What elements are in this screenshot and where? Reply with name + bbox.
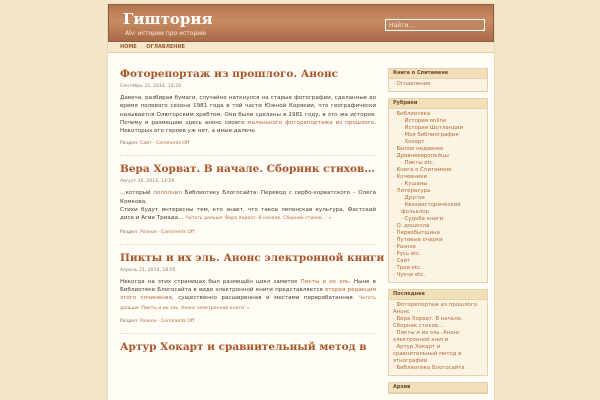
meta-separator: · bbox=[156, 318, 162, 324]
post-title[interactable]: Артур Хокарт и сравнительный метод в bbox=[120, 340, 367, 353]
page bbox=[107, 4, 495, 400]
search-input[interactable] bbox=[385, 19, 485, 31]
sidebar-widget bbox=[388, 68, 488, 92]
site-title[interactable]: Гиштория bbox=[123, 10, 213, 28]
post-title[interactable]: Фоторепортаж из прошлого. Анонс bbox=[120, 68, 339, 80]
post-category-link[interactable]: Разное bbox=[139, 229, 157, 235]
sidebar-link[interactable]: · Русь etc. bbox=[393, 251, 483, 258]
post-body bbox=[120, 278, 376, 313]
post-body bbox=[120, 94, 376, 135]
read-more-link[interactable]: Читать дальше 'Вера Хорват. В начале. Сборник стихов…' » bbox=[185, 216, 332, 222]
widget-list bbox=[389, 79, 487, 91]
sidebar-link[interactable]: · Оглавление bbox=[393, 81, 483, 88]
post-text: . Ныне в Библиотеке Блогосайта в виде электронной книги представляется bbox=[120, 278, 376, 293]
sidebar-link[interactable]: · Библиотека bbox=[393, 111, 483, 118]
sidebar-link[interactable]: · Путевые очерки bbox=[393, 237, 483, 244]
post-title[interactable]: Пикты и их эль. Анонс электронной книги bbox=[120, 251, 385, 264]
post-meta-label: Раздел: bbox=[120, 318, 140, 324]
widget-title: Книга о Спитамене bbox=[389, 69, 487, 79]
sidebar-link[interactable]: · Кочевники bbox=[393, 174, 483, 181]
post-text: , существенно расширенная и местами перерабатанная. bbox=[171, 295, 355, 302]
meta-separator: · bbox=[151, 141, 157, 147]
post-link[interactable]: маленького фоторепортажа из прошлого bbox=[247, 119, 375, 126]
post-meta-label: Раздел: bbox=[120, 229, 140, 235]
post-meta bbox=[120, 230, 376, 245]
sidebar-link[interactable]: · Пикты и их эль. Анонс электронной книги bbox=[393, 330, 483, 344]
sidebar-widget bbox=[388, 98, 488, 283]
widget-title: Последнее bbox=[389, 290, 487, 300]
widget-title: Рубрики bbox=[389, 99, 487, 109]
sidebar-link[interactable]: · Вера Хорват. В начале. Сборник стихов… bbox=[393, 316, 483, 330]
post-link[interactable]: вторая редакция этого сочинения bbox=[120, 286, 376, 302]
post bbox=[120, 68, 376, 156]
post-body bbox=[120, 189, 376, 223]
sidebar-link[interactable]: · Чукчи etc. bbox=[393, 272, 483, 279]
meta-separator: · bbox=[156, 229, 162, 235]
widget-list bbox=[389, 109, 487, 282]
widget-title: Архив bbox=[389, 383, 487, 393]
sidebar-link[interactable]: · Древнеевропейцы bbox=[393, 153, 483, 160]
main-nav bbox=[108, 42, 494, 53]
main-content bbox=[120, 68, 385, 360]
post bbox=[120, 341, 376, 353]
read-more-link[interactable]: Читать дальше 'Пикты и их эль. Анонс электронной книги' » bbox=[120, 296, 376, 311]
nav-separator: · bbox=[140, 44, 143, 50]
sidebar-link[interactable]: · Троя etc. bbox=[393, 265, 483, 272]
post-date: Сентябрь 21, 2014, 14:20 bbox=[120, 84, 182, 89]
post-comments-link[interactable]: Comments Off bbox=[161, 229, 195, 235]
sidebar-link[interactable]: · Хокарт bbox=[393, 139, 483, 146]
sidebar-link[interactable]: · История online bbox=[393, 118, 483, 125]
sidebar-link[interactable]: · Сайт bbox=[393, 258, 483, 265]
post-comments-link[interactable]: Comments Off bbox=[161, 318, 195, 324]
post-meta-label: Раздел: bbox=[120, 141, 140, 147]
post-meta bbox=[120, 141, 376, 156]
post-date: Апрель 21, 2014, 18:05 bbox=[120, 267, 176, 273]
sidebar-link[interactable]: · Кушаны bbox=[393, 181, 483, 188]
post-comments-link[interactable]: Comments Off bbox=[156, 141, 190, 147]
sidebar-link[interactable]: · История Шотландии bbox=[393, 125, 483, 132]
post-text: Библиотеку Блогосайта: Перевод с сербо-хорватского – Олега Комкова. bbox=[120, 190, 376, 205]
sidebar-link[interactable]: · О, дошкола bbox=[393, 223, 483, 230]
sidebar-link[interactable]: · Фоторепортаж из прошлого. Анонс bbox=[393, 302, 483, 316]
post bbox=[120, 163, 376, 244]
post-text: …который bbox=[120, 190, 154, 197]
sidebar-link[interactable]: · Судьба книги bbox=[393, 216, 483, 223]
post-text: Стихи будут интересны тем, кто знает, что такое лепенская культура, Фестский диск и Агиа Триада… bbox=[120, 207, 376, 222]
post-text: Давеча, разбирая бумаги, случайно наткнулся на старые фотографии, сделанные во время полевого сезона 1981 года в той части Южной Корякии, что географически называется Олюторским хребтом. Они были сделаны в 1981 году, в это же история. Почему и размещаю здесь анонс своего bbox=[120, 95, 376, 126]
widget-list bbox=[389, 300, 487, 375]
sidebar-link[interactable]: · Книга о Спитамене bbox=[393, 167, 483, 174]
sidebar-link[interactable]: · Былое недавнее bbox=[393, 146, 483, 153]
sidebar-link[interactable]: · Моя библиография bbox=[393, 132, 483, 139]
sidebar-link[interactable]: · Литература bbox=[393, 188, 483, 195]
sidebar bbox=[388, 68, 488, 400]
sidebar-link[interactable]: · Квазиисторический фольклор bbox=[393, 202, 483, 216]
post bbox=[120, 251, 385, 334]
sidebar-link[interactable]: · Первобытщина bbox=[393, 230, 483, 237]
post-date: Август 26, 2014, 14:29 bbox=[120, 179, 175, 185]
sidebar-link[interactable]: · Артур Хокарт и сравнительный метод в этнографии bbox=[393, 344, 483, 365]
post-text: . Некоторых его героев уж нет, а иные далече. bbox=[120, 119, 376, 135]
site-description: Alv: истории про историю bbox=[125, 30, 207, 37]
sidebar-link[interactable]: · Библиотека Блогосайта bbox=[393, 365, 483, 372]
sidebar-widget bbox=[388, 382, 488, 394]
post-link[interactable]: пополнил bbox=[153, 190, 182, 197]
sidebar-link[interactable]: · Пикты etc. bbox=[393, 160, 483, 167]
nav-home[interactable]: HOME bbox=[120, 44, 137, 50]
nav-contents[interactable]: ОГЛАВЛЕНИЕ bbox=[146, 44, 186, 50]
post-link[interactable]: Пикты и их эль bbox=[300, 278, 350, 285]
post-title[interactable]: Вера Хорват. В начале. Сборник стихов… bbox=[120, 163, 375, 176]
post-category-link[interactable]: Разное bbox=[139, 318, 157, 324]
sidebar-link[interactable]: · Другое bbox=[393, 195, 483, 202]
post-category-link[interactable]: Сайт bbox=[139, 141, 152, 147]
site-header bbox=[108, 4, 494, 42]
post-text: Некогда на этих страницах был размещён цикл заметок bbox=[120, 278, 301, 285]
sidebar-widget bbox=[388, 289, 488, 376]
post-meta bbox=[120, 319, 376, 334]
sidebar-link[interactable]: · Разное bbox=[393, 244, 483, 251]
